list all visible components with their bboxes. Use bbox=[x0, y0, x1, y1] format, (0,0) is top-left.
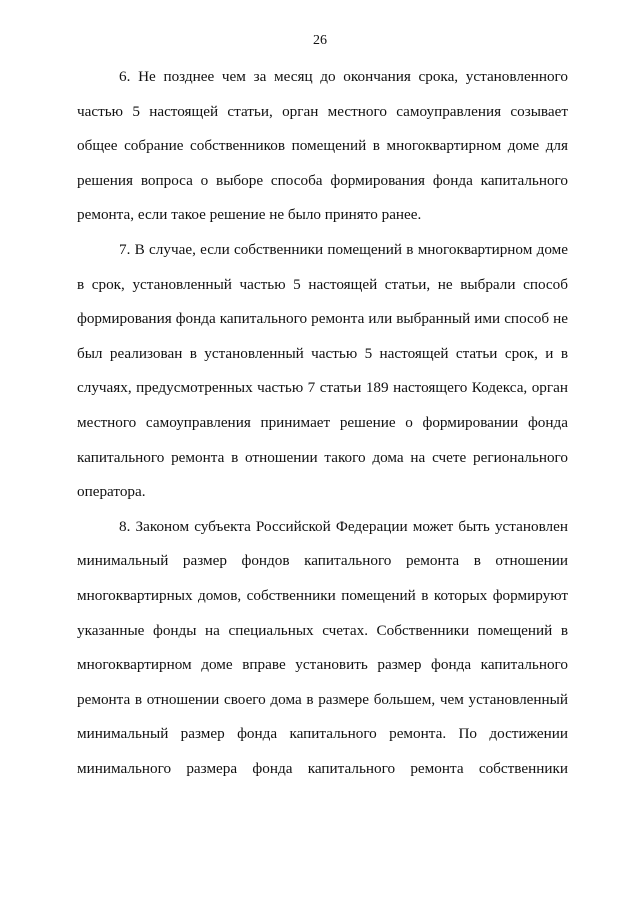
paragraph-8 bbox=[77, 516, 568, 793]
text-line: 8. Законом субъекта Российской Федерации может быть установлен bbox=[119, 517, 568, 535]
text-line: ремонта в отношении своего дома в размере большем, чем установленный bbox=[77, 690, 568, 708]
text-line: многоквартирных домов, собственники помещений в которых формируют bbox=[77, 586, 568, 604]
text-line: капитального ремонта в отношении такого дома на счете регионального bbox=[77, 448, 568, 466]
text-line: 7. В случае, если собственники помещений в многоквартирном доме bbox=[119, 240, 568, 258]
text-line: общее собрание собственников помещений в многоквартирном доме для bbox=[77, 137, 568, 155]
page-number: 26 bbox=[313, 33, 327, 48]
text-line: многоквартирном доме вправе установить размер фонда капитального bbox=[77, 656, 568, 674]
text-line: случаях, предусмотренных частью 7 статьи 189 настоящего Кодекса, орган bbox=[77, 379, 568, 397]
text-line: минимального размера фонда капитального ремонта собственники bbox=[77, 759, 568, 777]
text-line: указанные фонды на специальных счетах. Собственники помещений в bbox=[77, 621, 568, 639]
document-body bbox=[77, 66, 568, 792]
text-line: ремонта, если такое решение не было принято ранее. bbox=[77, 206, 422, 224]
text-line: местного самоуправления принимает решение о формировании фонда bbox=[77, 413, 568, 431]
text-line: частью 5 настоящей статьи, орган местного самоуправления созывает bbox=[77, 102, 568, 120]
paragraph-7 bbox=[77, 239, 568, 516]
text-line: решения вопроса о выборе способа формирования фонда капитального bbox=[77, 171, 568, 189]
text-line: минимальный размер фонда капитального ремонта. По достижении bbox=[77, 725, 568, 743]
text-line: оператора. bbox=[77, 483, 146, 501]
paragraph-6 bbox=[77, 66, 568, 239]
text-line: 6. Не позднее чем за месяц до окончания срока, установленного bbox=[119, 68, 568, 85]
text-line: был реализован в установленный частью 5 настоящей статьи срок, и в bbox=[77, 344, 568, 362]
text-line: формирования фонда капитального ремонта или выбранный ими способ не bbox=[77, 310, 568, 328]
text-line: минимальный размер фондов капитального ремонта в отношении bbox=[77, 552, 568, 570]
text-line: в срок, установленный частью 5 настоящей статьи, не выбрали способ bbox=[77, 275, 568, 293]
